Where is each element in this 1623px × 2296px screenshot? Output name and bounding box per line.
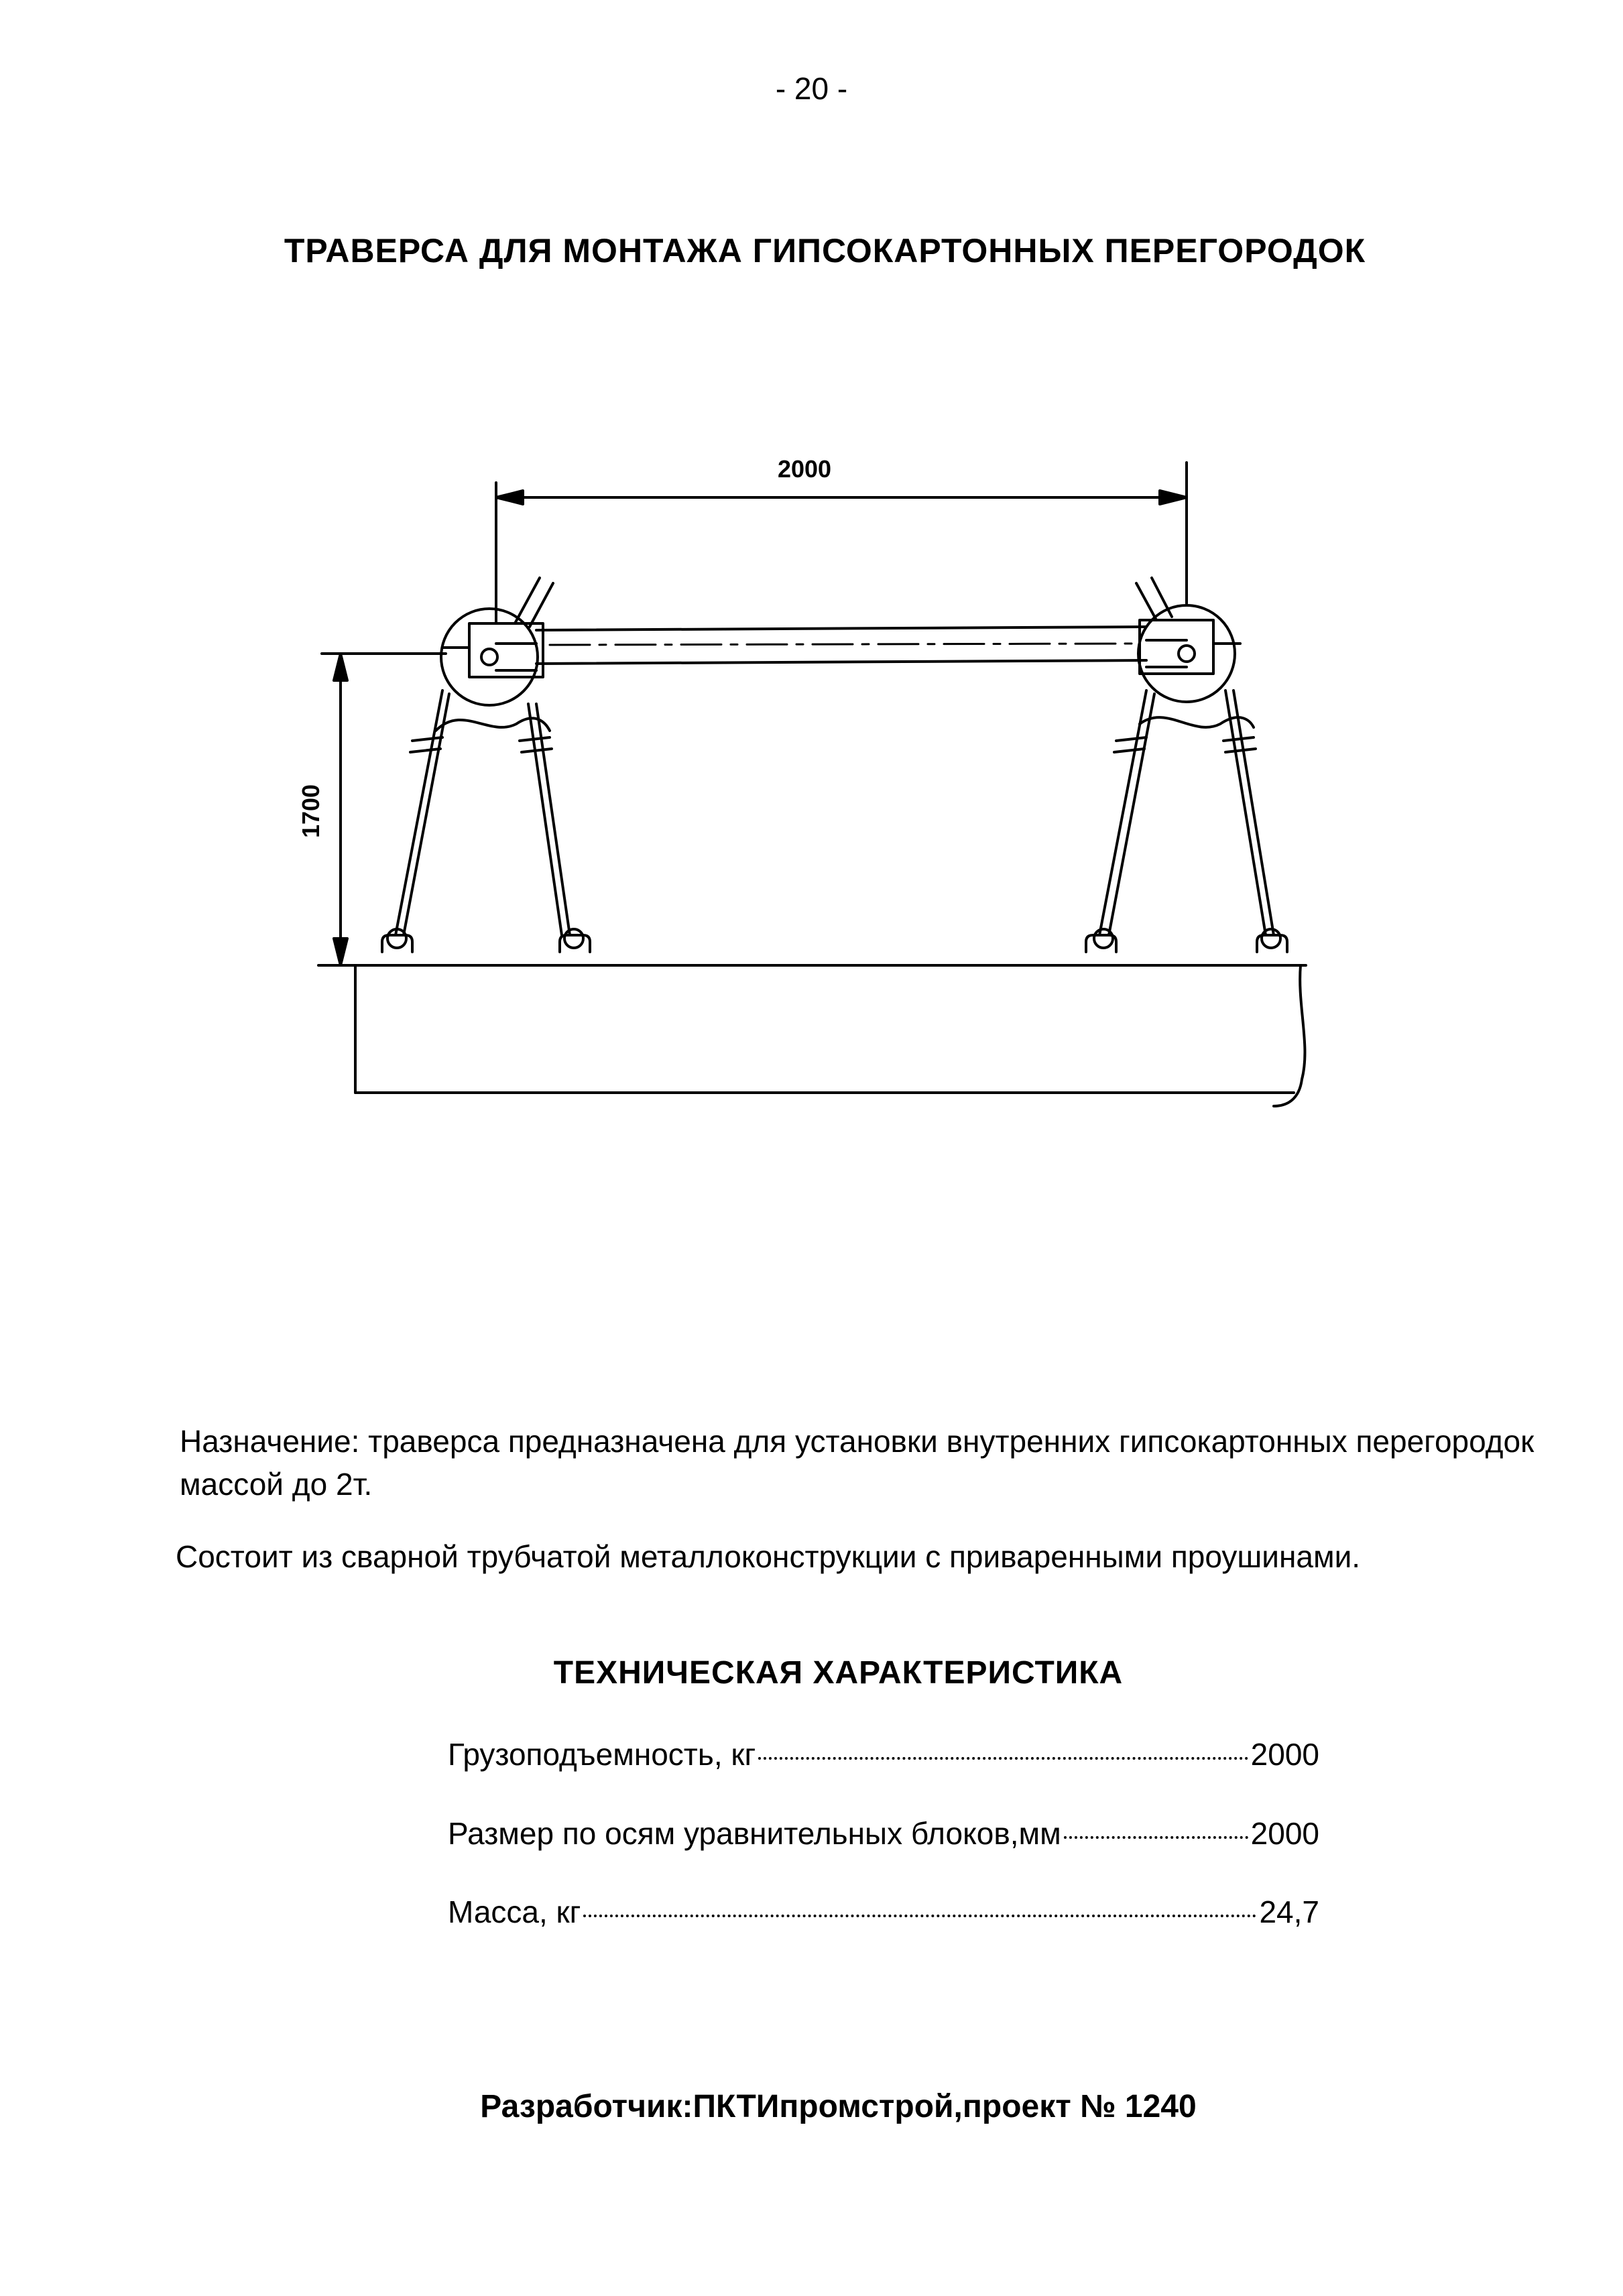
spec-label: Размер по осям уравнительных блоков,мм bbox=[448, 1816, 1061, 1851]
dot-leader bbox=[1064, 1836, 1248, 1839]
composition-paragraph: Состоит из сварной трубчатой металлоконструкции с приваренными проушинами. bbox=[176, 1539, 1361, 1574]
spec-value: 24,7 bbox=[1259, 1894, 1319, 1929]
specs-heading: ТЕХНИЧЕСКАЯ ХАРАКТЕРИСТИКА bbox=[553, 1655, 1124, 1691]
gypsum-panel bbox=[318, 965, 1306, 1106]
document-title: ТРАВЕРСА ДЛЯ МОНТАЖА ГИПСОКАРТОННЫХ ПЕРЕГОРОДОК bbox=[284, 232, 1366, 269]
width-dimension-label: 2000 bbox=[777, 455, 832, 483]
spec-row-block-spacing bbox=[448, 1815, 1319, 1856]
spec-value: 2000 bbox=[1250, 1737, 1319, 1772]
page-number: - 20 - bbox=[775, 71, 848, 106]
spec-row-load-capacity bbox=[448, 1736, 1319, 1776]
spec-value: 2000 bbox=[1250, 1816, 1319, 1851]
width-dimension-line bbox=[496, 463, 1187, 623]
right-pulley-block bbox=[1136, 578, 1240, 702]
developer-credit: Разработчик:ПКТИпромстрой,проект № 1240 bbox=[480, 2089, 1197, 2124]
spec-row-mass bbox=[448, 1894, 1319, 1934]
spec-label: Грузоподъемность, кг bbox=[448, 1737, 756, 1772]
right-slings bbox=[1094, 690, 1280, 948]
purpose-paragraph: Назначение: траверса предназначена для установки внутренних гипсокартонных перегородок массой до 2т. bbox=[180, 1424, 1535, 1502]
height-dimension-label: 1700 bbox=[297, 784, 324, 839]
dot-leader bbox=[583, 1915, 1256, 1917]
left-slings bbox=[387, 690, 583, 948]
dot-leader bbox=[758, 1757, 1248, 1760]
lifting-lugs bbox=[382, 935, 1287, 952]
spec-label: Масса, кг bbox=[448, 1894, 581, 1929]
traverse-beam bbox=[536, 627, 1146, 664]
